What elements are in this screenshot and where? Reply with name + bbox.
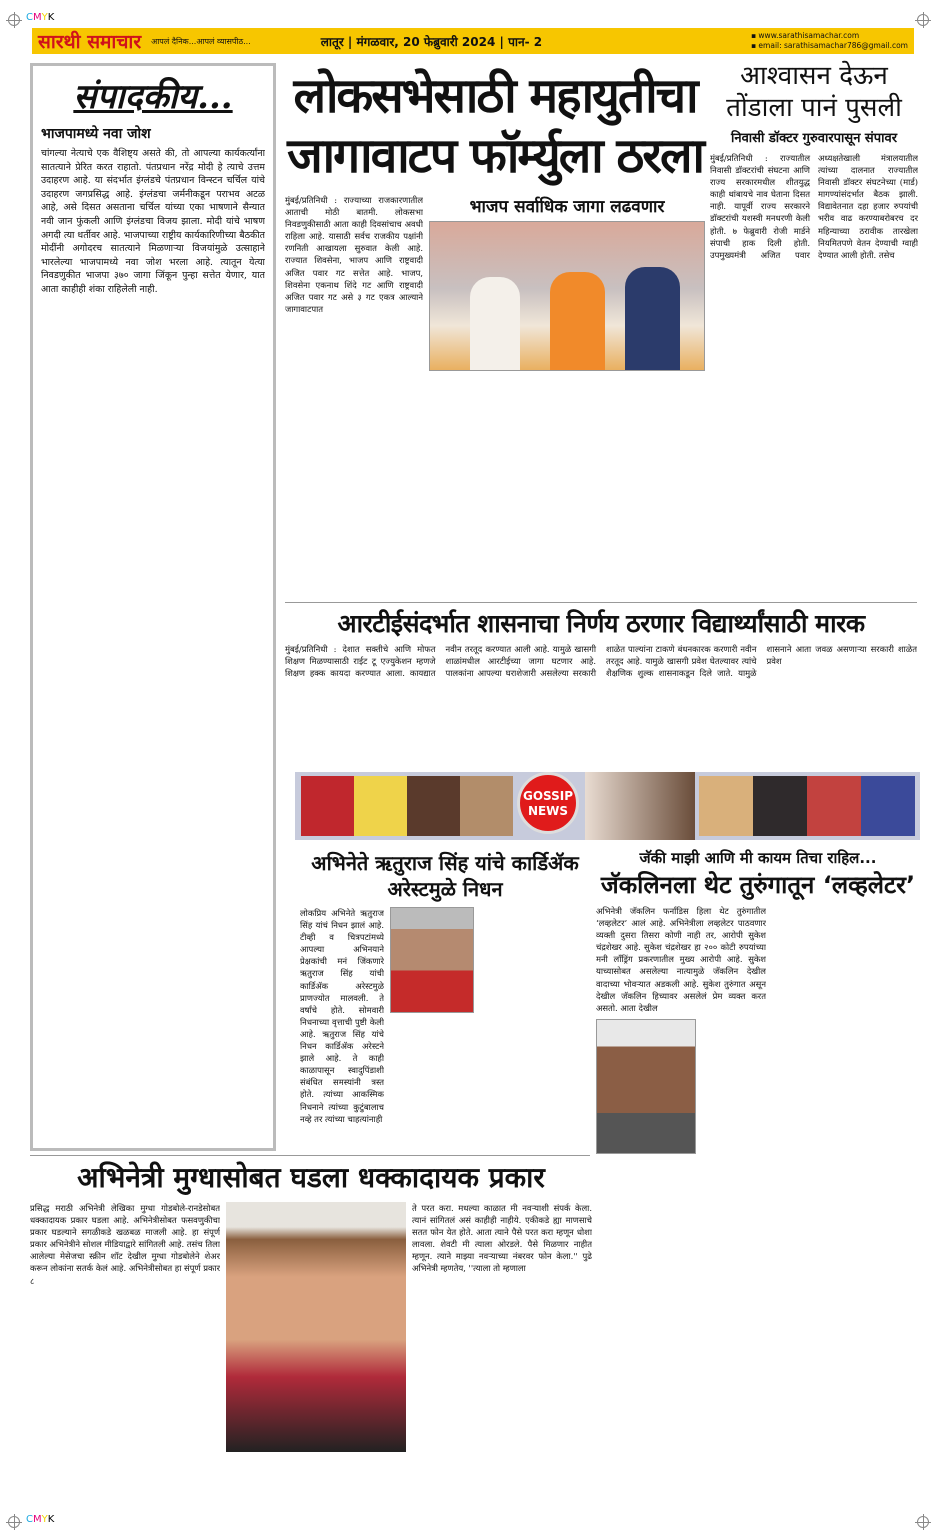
doctors-subhead: निवासी डॉक्टर गुरुवारपासून संपावर — [730, 131, 898, 146]
lead-body: मुंबई/प्रतिनिधी : राज्याच्या राजकारणातील आताची मोठी बातमी. लोकसभा निवडणुकीसाठी आता काही दिवसांचाच अवधी राहिला आहे. यासाठी सर्वच राजकीय पक्षांनी रणनिती आखायला सुरुवात केली आहे. राज्यात शिवसेना, भाजप आणि राष्ट्रवादी अजित पवार गट सत्तेत आहे. भाजप, शिवसेना एकनाथ शिंदे गट आणि राष्ट्रवादी अजित पवार गट असे ३ गट एकत्र आल्याने जागावाटपात — [285, 195, 423, 314]
registration-mark-icon — [8, 14, 20, 26]
registration-mark-icon — [917, 1516, 929, 1528]
registration-mark-icon — [8, 1516, 20, 1528]
rituraj-body-3 — [480, 907, 590, 1148]
lead-headline: लोकसभेसाठी महायुतीचा जागावाटप फॉर्म्युला ठरला — [287, 68, 703, 184]
registration-mark-icon — [917, 14, 929, 26]
rte-body: मुंबई/प्रतिनिधी : देशात सक्तीचे आणि मोफत शिक्षण मिळण्यासाठी राईट टू एज्युकेशन म्हणजे शिक्षण हक्क कायदा करण्यात आला. कायद्यात नवीन तरतूद करण्यात आली आहे. यामुळे खासगी शाळांमधील आरटीईच्या जागा घटणार आहे. पालकांना आपल्या घराशेजारी असलेल्या सरकारी शाळेत पाल्यांना टाकणे बंधनकारक करणारी नवीन तरतूद आहे. यामुळे खासगी प्रवेश घेतल्यावर त्यांचे शैक्षणिक शुल्क शासनाकडून दिले जाते. यामुळे शासनाने आता जवळ असणाऱ्या सरकारी शाळेत प्रवेश — [285, 644, 917, 679]
mugdha-body-caption — [226, 1452, 406, 1495]
doctors-body: मुंबई/प्रतिनिधी : राज्यातील निवासी डॉक्टरांची संघटना आणि राज्य सरकारमधील शीतयुद्ध काही थांबायचे नाव घेताना दिसत नाही. यापूर्वी राज्य सरकारने डॉक्टरांची यशस्वी मनधरणी केली होती. ७ फेब्रुवारी रोजी मार्डने संपाची हाक दिली होती. उपमुख्यमंत्री अजित पवार अध्यक्षतेखाली मंत्रालयातील त्यांच्या दालनात राज्यातील निवासी डॉक्टर संघटनेच्या (मार्ड) मागण्यांसंदर्भात बैठक झाली. विद्यावेतनात दहा हजार रुपयांची भरीव वाढ करण्याबरोबरच दर महिन्याच्या ठरावीक तारखेला नियमितपणे वेतन देण्याची ग्वाही देण्यात आली होती. तसेच — [710, 153, 918, 260]
jacqueline-headline: जॅकलिनला थेट तुरुंगातून ‘लव्हलेटर’ — [600, 871, 916, 899]
masthead-bar — [32, 28, 914, 54]
celebrity-photos-left — [301, 776, 513, 836]
contact-info: ▪ www.sarathisamachar.com ▪ email: sarathisamachar786@gmail.com — [750, 31, 908, 50]
mugdha-body-continued: ते परत करा. मधल्या काळात मी नवऱ्याशी संपर्क केला. त्यानं सांगितलं असं काहीही नाहीये. एकीकडे ह्या माणसाचे सतत फोन येत होते. आता त्याने पैसे परत करा म्हणून धोशा लावला. शेवटी मी त्याला ओरडले. पैसे मिळणार नाहीत म्हणून. त्याने माझ्या नवऱ्याच्या नंबरवर फोन केला.'' पुढे अभिनेत्री म्हणतेय, ''त्याला तो म्हणाला — [412, 1203, 592, 1274]
whispering-women-photo — [585, 772, 695, 840]
editorial-headline: भाजपामध्ये नवा जोश — [41, 126, 151, 142]
website-link[interactable]: www.sarathisamachar.com — [758, 31, 860, 40]
email-link[interactable]: email: sarathisamachar786@gmail.com — [758, 41, 908, 50]
mugdha-photo — [226, 1202, 406, 1452]
jacqueline-body: अभिनेत्री जॅकलिन फर्नांडिस हिला थेट तुरुंगातील ‘लव्हलेटर’ आलं आहे. अभिनेत्रीला लव्हलेटर पाठवणार व्यक्ती दुसरा तिसरा कोणी नाही तर, आरोपी सुकेश चंद्रशेखर आहे. सुकेश चंद्रशेखर हा २०० कोटी रुपयांच्या मनी लॉंड्रिंग प्रकरणातील मुख्य आरोपी आहे. सुकेश याच्यासोबत असलेल्या नात्यामुळे जॅकलिन देखील वादाच्या भोवऱ्यात अडकली आहे. सुकेश तुरुंगात असून देखील जॅकलिन हिच्यावर असलेलं प्रेम व्यक्त करत असतो. आता देखील — [596, 906, 766, 1013]
gossip-news-badge: GOSSIP NEWS — [517, 772, 579, 834]
doctors-story — [710, 60, 918, 592]
rte-story — [285, 606, 917, 764]
mugdha-headline: अभिनेत्री मुग्धासोबत घडला धक्कादायक प्रकार — [77, 1161, 545, 1194]
doctors-headline: आश्वासन देऊन तोंडाला पानं पुसली — [726, 61, 902, 123]
lead-subhead: भाजप सर्वाधिक जागा लढवणार — [469, 197, 665, 217]
divider — [285, 602, 917, 603]
celebrity-photos-right — [699, 776, 915, 836]
rituraj-body: लोकप्रिय अभिनेते ऋतुराज सिंह यांचं निधन झालं आहे. टीव्ही व चित्रपटांमध्ये आपल्या अभिनयाने प्रेक्षकांची मनं जिंकणारे ऋतुराज सिंह यांची कार्डिॲक अरेस्टमुळे प्राणज्योत मालवली. ते वर्षांचे होते. सोमवारी निधनाच्या वृत्ताची पुष्टी केली आहे. ऋतुराज सिंह यांचे निधन कार्डिॲक अरेस्टने झाले आहे. ते काही काळापासून स्वादुपिंडाशी संबंधित समस्यांनी त्रस्त होते. त्यांच्या आकस्मिक निधनाने त्यांच्या कुटुंबालाच नव्हे तर त्यांच्या चाहत्यांनाही — [300, 908, 384, 1124]
editorial-body: चांगल्या नेत्याचे एक वैशिष्ट्य असते की, तो आपल्या कार्यकर्त्यांना सातत्याने प्रेरित करत राहातो. पंतप्रधान नरेंद्र मोदी हे त्याचे उत्तम उदाहरण आहे. या संदर्भात इंग्लंडचे पंतप्रधान विन्स्टन चर्चिल यांचे उदाहरण जगप्रसिद्ध आहे. इंग्लंडचा जर्मनीकडून पराभव अटळ आहे, असे दिसत असताना चर्चिल यांच्या एका भाषणाने सैन्यात नवी जान फुंकली आणि इंग्लंडचा विजय झाला. मोदी यांचे भाषण अगदी त्या धर्तीवर आहे. भाजपाच्या राष्ट्रीय कार्यकारिणीच्या बैठकीत मोदींनी अगोदरच सातत्याने मिळणाऱ्या विजयांमुळे उत्साहाने भारलेल्या भाजपामध्ये नवा जोश भरला आहे. त्यातून येत्या निवडणुकीत भाजपा ३७० जागा जिंकून पुन्हा सत्तेत येणार, यात आता काहीही शंका राहिलेली नाही. — [41, 148, 265, 295]
rituraj-story — [300, 850, 590, 1148]
rituraj-photo — [390, 907, 474, 1013]
dateline: लातूर | मंगळवार, 20 फेब्रुवारी 2024 | पान- 2 — [320, 34, 543, 49]
lead-photo-politicians — [429, 221, 705, 371]
mugdha-body: प्रसिद्ध मराठी अभिनेत्री लेखिका मुग्धा गोडबोले-रानडेसोबत धक्कादायक प्रकार घडला आहे. अभिनेत्रीसोबत फसवणुकीचा प्रकार घडल्याने सगळीकडे खळबळ माजली आहे. हा संपूर्ण प्रकार अभिनेत्रीने सोशल मीडियाद्वारे सांगितली आहे. तसंच तिला आलेल्या मेसेजचा स्क्रीन शॉट देखील मुग्धा गोडबोलेने शेअर करून लोकांना सतर्क केलं आहे. अभिनेत्रीसोबत हा संपूर्ण प्रकार ८ — [30, 1203, 220, 1286]
cmyk-mark-top: CMYK — [26, 12, 55, 23]
jacqueline-story — [596, 848, 920, 1493]
mugdha-story — [30, 1158, 592, 1495]
sukesh-photo — [596, 1019, 696, 1154]
editorial-box — [30, 63, 276, 1151]
gossip-banner — [295, 772, 920, 840]
jacqueline-body-continued — [596, 1158, 766, 1493]
lead-body-continued — [429, 375, 705, 592]
rituraj-body-2 — [390, 1013, 474, 1148]
lead-story — [285, 66, 705, 592]
jacqueline-kicker: जॅकी माझी आणि मी कायम तिचा राहिल... — [639, 849, 877, 867]
cmyk-mark-bottom: CMYK — [26, 1514, 55, 1525]
tagline: आपलं दैनिक...आपलं व्यासपीठ... — [151, 36, 251, 46]
rte-headline: आरटीईसंदर्भात शासनाचा निर्णय ठरणार विद्यार्थ्यांसाठी मारक — [337, 609, 865, 638]
rituraj-headline: अभिनेते ऋतुराज सिंह यांचे कार्डिॲक अरेस्टमुळे निधन — [311, 851, 579, 901]
editorial-section-title: संपादकीय... — [73, 77, 233, 117]
newspaper-logo: सारथी समाचार — [38, 31, 142, 53]
divider — [30, 1155, 590, 1156]
